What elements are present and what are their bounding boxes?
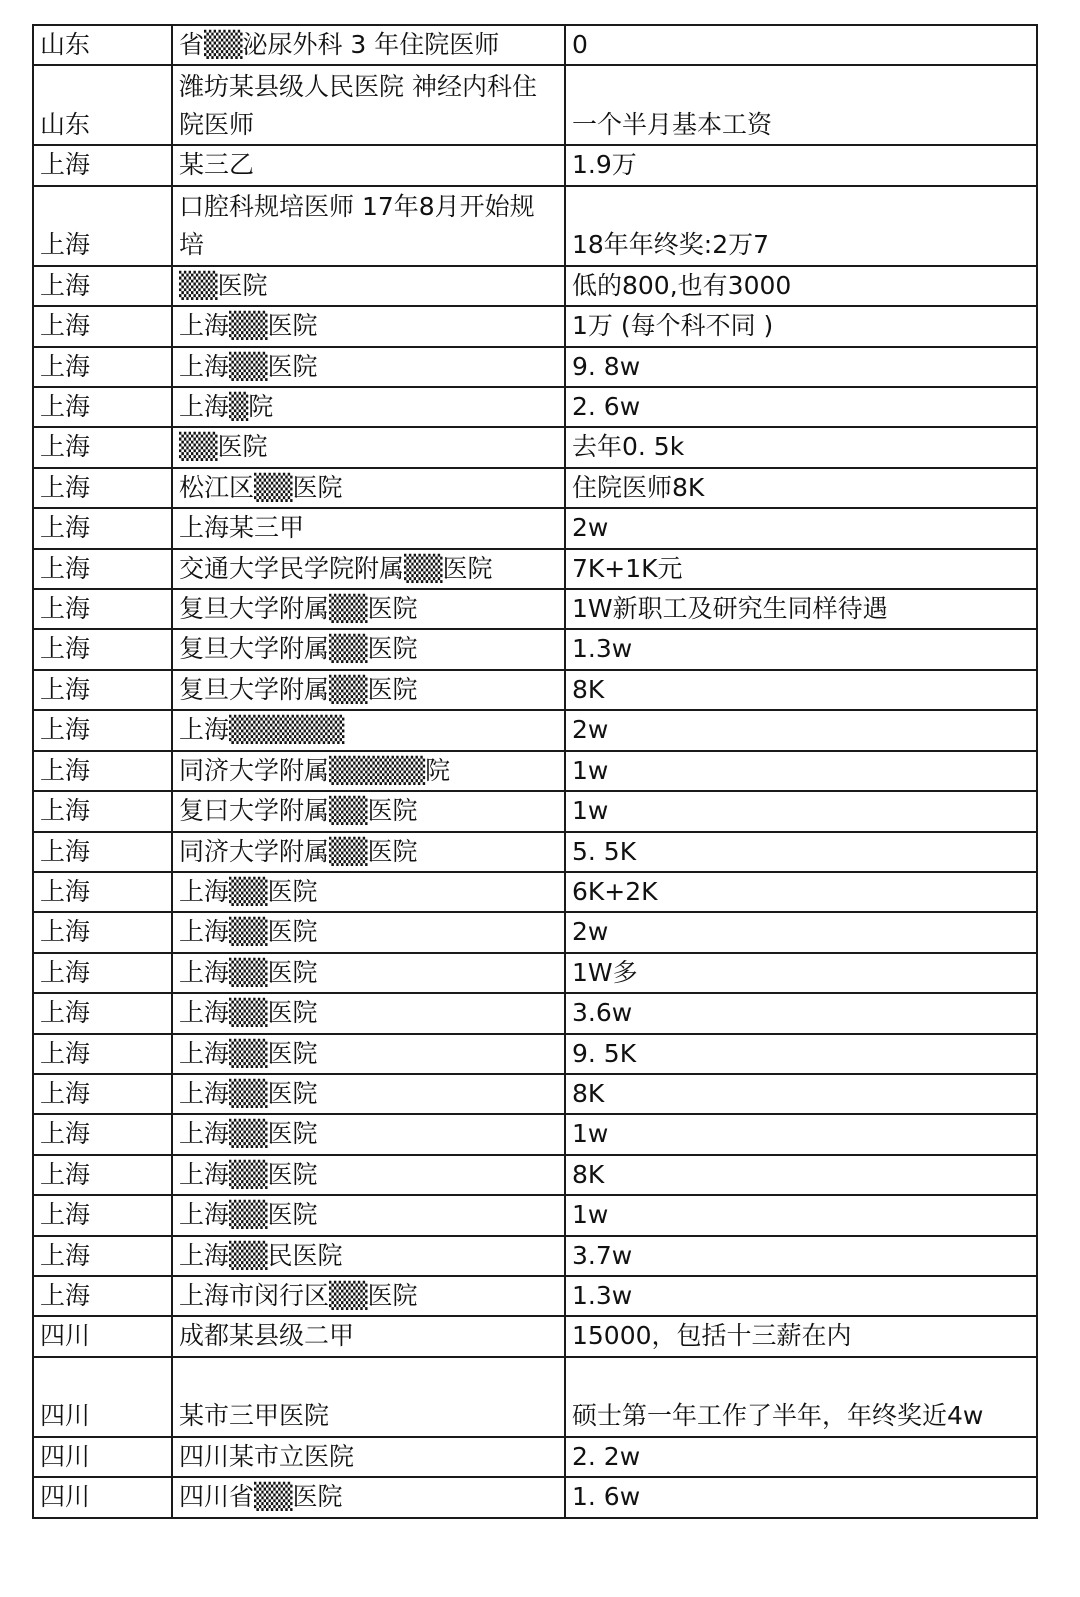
- region-cell: 四川: [33, 1437, 172, 1477]
- region-cell: 上海: [33, 710, 172, 750]
- salary-cell: 9. 5K: [565, 1034, 1037, 1074]
- hospital-cell: 上海▒▒医院: [172, 872, 565, 912]
- table-row: [33, 1114, 1037, 1154]
- hospital-cell: 上海▒▒医院: [172, 1114, 565, 1154]
- salary-cell: 3.7w: [565, 1236, 1037, 1276]
- table-row: [33, 25, 1037, 65]
- region-cell: 上海: [33, 1276, 172, 1316]
- salary-cell: 15000，包括十三薪在内: [565, 1316, 1037, 1356]
- hospital-cell: 上海▒▒医院: [172, 347, 565, 387]
- table-row: [33, 1276, 1037, 1316]
- table-row: [33, 186, 1037, 266]
- hospital-cell: 上海▒▒医院: [172, 993, 565, 1033]
- hospital-cell: 同济大学附属▒▒医院: [172, 832, 565, 872]
- salary-cell: 1w: [565, 1195, 1037, 1235]
- salary-cell: 1.3w: [565, 629, 1037, 669]
- salary-cell: 1W多: [565, 953, 1037, 993]
- salary-cell: 9. 8w: [565, 347, 1037, 387]
- hospital-cell: 复曰大学附属▒▒医院: [172, 791, 565, 831]
- region-cell: 上海: [33, 629, 172, 669]
- table-row: [33, 306, 1037, 346]
- table-row: [33, 1437, 1037, 1477]
- region-cell: 上海: [33, 1236, 172, 1276]
- table-row: [33, 266, 1037, 306]
- salary-cell: 1w: [565, 791, 1037, 831]
- hospital-cell: 上海▒▒医院: [172, 1074, 565, 1114]
- salary-cell: 3.6w: [565, 993, 1037, 1033]
- region-cell: 上海: [33, 387, 172, 427]
- region-cell: 上海: [33, 993, 172, 1033]
- region-cell: 上海: [33, 912, 172, 952]
- hospital-cell: 上海▒▒医院: [172, 1034, 565, 1074]
- region-cell: 上海: [33, 468, 172, 508]
- region-cell: 上海: [33, 347, 172, 387]
- salary-cell: 一个半月基本工资: [565, 65, 1037, 145]
- salary-cell: 2w: [565, 912, 1037, 952]
- hospital-cell: 复旦大学附属▒▒医院: [172, 629, 565, 669]
- salary-cell: 18年年终奖:2万7: [565, 186, 1037, 266]
- salary-cell: 8K: [565, 670, 1037, 710]
- table-row: [33, 1357, 1037, 1437]
- hospital-cell: 四川省▒▒医院: [172, 1477, 565, 1517]
- region-cell: 上海: [33, 1034, 172, 1074]
- table-row: [33, 953, 1037, 993]
- table-row: [33, 387, 1037, 427]
- salary-cell: 2w: [565, 508, 1037, 548]
- hospital-cell: 上海▒▒医院: [172, 1195, 565, 1235]
- hospital-cell: 复旦大学附属▒▒医院: [172, 670, 565, 710]
- table-row: [33, 832, 1037, 872]
- region-cell: 上海: [33, 306, 172, 346]
- region-cell: 上海: [33, 145, 172, 185]
- hospital-cell: 上海▒▒医院: [172, 953, 565, 993]
- table-row: [33, 751, 1037, 791]
- hospital-cell: ▒▒医院: [172, 427, 565, 467]
- region-cell: 上海: [33, 1074, 172, 1114]
- region-cell: 上海: [33, 508, 172, 548]
- table-row: [33, 468, 1037, 508]
- table-row: [33, 1195, 1037, 1235]
- hospital-cell: 潍坊某县级人民医院 神经内科住院医师: [172, 65, 565, 145]
- salary-cell: 2. 6w: [565, 387, 1037, 427]
- region-cell: 四川: [33, 1316, 172, 1356]
- region-cell: 上海: [33, 1155, 172, 1195]
- salary-cell: 2. 2w: [565, 1437, 1037, 1477]
- region-cell: 上海: [33, 1114, 172, 1154]
- hospital-cell: 上海某三甲: [172, 508, 565, 548]
- hospital-cell: 上海▒▒医院: [172, 1155, 565, 1195]
- table-row: [33, 589, 1037, 629]
- hospital-cell: 成都某县级二甲: [172, 1316, 565, 1356]
- region-cell: 四川: [33, 1477, 172, 1517]
- table-row: [33, 670, 1037, 710]
- salary-cell: 1W新职工及研究生同样待遇: [565, 589, 1037, 629]
- table-row: [33, 1477, 1037, 1517]
- hospital-cell: 上海▒院: [172, 387, 565, 427]
- table-row: [33, 872, 1037, 912]
- table-row: [33, 1155, 1037, 1195]
- salary-cell: 7K+1K元: [565, 549, 1037, 589]
- table-row: [33, 1236, 1037, 1276]
- region-cell: 四川: [33, 1357, 172, 1437]
- region-cell: 山东: [33, 65, 172, 145]
- region-cell: 山东: [33, 25, 172, 65]
- hospital-cell: ▒▒医院: [172, 266, 565, 306]
- salary-table-container: [32, 24, 1036, 1519]
- salary-table: [32, 24, 1038, 1519]
- hospital-cell: 上海市闵行区▒▒医院: [172, 1276, 565, 1316]
- region-cell: 上海: [33, 1195, 172, 1235]
- region-cell: 上海: [33, 549, 172, 589]
- hospital-cell: 松江区▒▒医院: [172, 468, 565, 508]
- salary-cell: 8K: [565, 1155, 1037, 1195]
- salary-cell: 1w: [565, 751, 1037, 791]
- hospital-cell: 上海▒▒医院: [172, 306, 565, 346]
- hospital-cell: 某三乙: [172, 145, 565, 185]
- salary-cell: 1.3w: [565, 1276, 1037, 1316]
- salary-cell: 住院医师8K: [565, 468, 1037, 508]
- table-row: [33, 549, 1037, 589]
- table-row: [33, 629, 1037, 669]
- salary-cell: 1w: [565, 1114, 1037, 1154]
- table-row: [33, 145, 1037, 185]
- table-row: [33, 427, 1037, 467]
- region-cell: 上海: [33, 589, 172, 629]
- region-cell: 上海: [33, 832, 172, 872]
- table-row: [33, 347, 1037, 387]
- hospital-cell: 上海▒▒▒▒▒▒: [172, 710, 565, 750]
- hospital-cell: 上海▒▒民医院: [172, 1236, 565, 1276]
- table-row: [33, 912, 1037, 952]
- salary-cell: 低的800,也有3000: [565, 266, 1037, 306]
- hospital-cell: 某市三甲医院: [172, 1357, 565, 1437]
- region-cell: 上海: [33, 186, 172, 266]
- salary-cell: 硕士第一年工作了半年，年终奖近4w: [565, 1357, 1037, 1437]
- table-row: [33, 508, 1037, 548]
- region-cell: 上海: [33, 791, 172, 831]
- salary-cell: 1万 (每个科不同 ): [565, 306, 1037, 346]
- salary-cell: 2w: [565, 710, 1037, 750]
- salary-cell: 8K: [565, 1074, 1037, 1114]
- salary-cell: 1. 6w: [565, 1477, 1037, 1517]
- table-body: [33, 25, 1037, 1518]
- region-cell: 上海: [33, 266, 172, 306]
- table-row: [33, 1316, 1037, 1356]
- salary-cell: 0: [565, 25, 1037, 65]
- table-row: [33, 1074, 1037, 1114]
- hospital-cell: 口腔科规培医师 17年8月开始规培: [172, 186, 565, 266]
- region-cell: 上海: [33, 953, 172, 993]
- region-cell: 上海: [33, 427, 172, 467]
- region-cell: 上海: [33, 872, 172, 912]
- salary-cell: 去年0. 5k: [565, 427, 1037, 467]
- salary-cell: 6K+2K: [565, 872, 1037, 912]
- table-row: [33, 1034, 1037, 1074]
- region-cell: 上海: [33, 670, 172, 710]
- hospital-cell: 同济大学附属▒▒▒▒▒院: [172, 751, 565, 791]
- table-row: [33, 993, 1037, 1033]
- hospital-cell: 交通大学民学院附属▒▒医院: [172, 549, 565, 589]
- hospital-cell: 复旦大学附属▒▒医院: [172, 589, 565, 629]
- table-row: [33, 791, 1037, 831]
- salary-cell: 5. 5K: [565, 832, 1037, 872]
- hospital-cell: 省▒▒泌尿外科 3 年住院医师: [172, 25, 565, 65]
- hospital-cell: 上海▒▒医院: [172, 912, 565, 952]
- hospital-cell: 四川某市立医院: [172, 1437, 565, 1477]
- table-row: [33, 65, 1037, 145]
- salary-cell: 1.9万: [565, 145, 1037, 185]
- table-row: [33, 710, 1037, 750]
- region-cell: 上海: [33, 751, 172, 791]
